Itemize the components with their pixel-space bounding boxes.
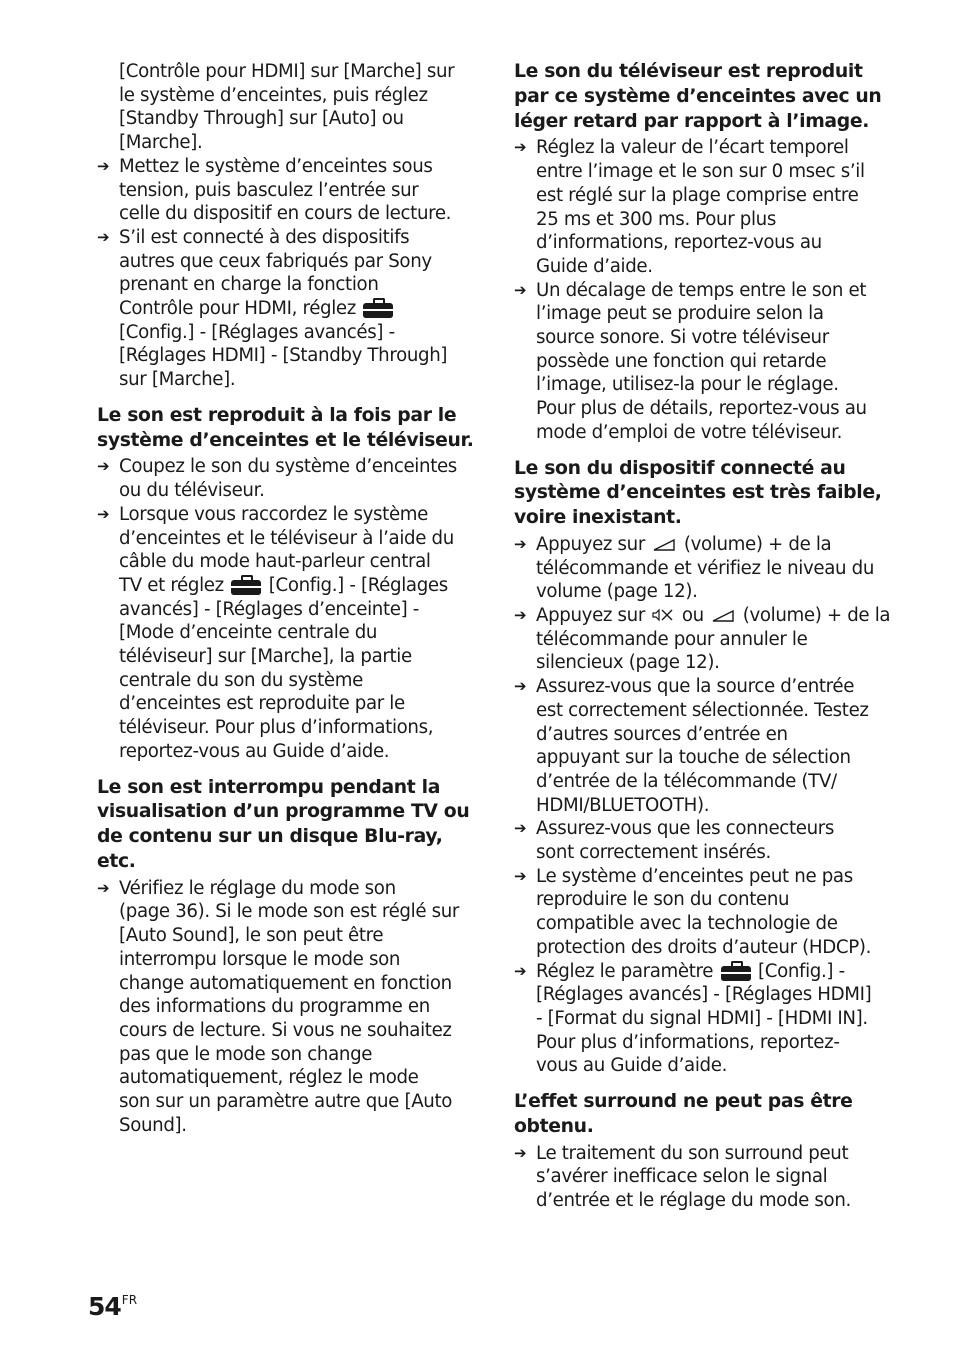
list-item: ➔ Lorsque vous raccordez le système d’enceintes et le téléviseur à l’aide du câble du mode haut-parleur central TV et réglez [Config.] - [Réglages avancés] - [Réglages d’enceinte] - [Mode d’enceinte centrale du téléviseur] sur [Marche], la partie centrale du son du système d’enceintes est reproduite par le téléviseur. Pour plus d’informations, reportez-vous au Guide d’aide.	[97, 503, 465, 764]
arrow-icon: ➔	[97, 504, 110, 523]
section-heading	[514, 1090, 886, 1140]
text-line: télécommande pour annuler le	[536, 628, 808, 650]
text-line: [Standby Through] sur [Auto] ou	[119, 108, 404, 130]
text-line: téléviseur] sur [Marche], la partie	[119, 646, 412, 668]
section-heading	[97, 776, 470, 875]
page-number: $54^{FR}$	[88, 1292, 138, 1321]
text-line: HDMI/BLUETOOTH).	[536, 794, 710, 816]
text-line: ou du téléviseur.	[119, 480, 265, 502]
text-line: reportez-vous au Guide d’aide.	[119, 740, 390, 762]
arrow-icon: ➔	[514, 534, 527, 553]
language-code: FR	[121, 1293, 138, 1307]
text-line: vous au Guide d’aide.	[536, 1055, 728, 1077]
text-line: [Auto Sound], le son peut être	[119, 925, 384, 947]
list-item	[97, 155, 465, 226]
text-line: Le système d’enceintes peut ne pas	[536, 865, 853, 887]
text-line: volume (page 12).	[536, 581, 698, 603]
text-line: avancés] - [Réglages d’enceinte] -	[119, 598, 419, 620]
text-line: - [Format du signal HDMI] - [HDMI IN].	[536, 1007, 868, 1029]
text-line: l’image, utilisez-la pour le réglage.	[536, 374, 839, 396]
text-line: d’enceintes et le téléviseur à l’aide du	[119, 527, 454, 549]
text-line: sont correctement insérés.	[536, 842, 771, 864]
text-line: câble du mode haut-parleur central	[119, 551, 431, 573]
text-line: s’avérer inefficace selon le signal	[536, 1166, 828, 1188]
section-heading	[514, 60, 886, 134]
toolbox-icon	[363, 298, 393, 318]
text-line: Le son du téléviseur est reproduit	[514, 61, 863, 82]
text-line: change automatiquement en fonction	[119, 972, 452, 994]
list-item	[514, 1142, 886, 1213]
text-line: le système d’enceintes, puis réglez	[119, 84, 428, 106]
text-line: automatiquement, réglez le mode	[119, 1067, 419, 1089]
text-line: Assurez-vous que les connecteurs	[536, 818, 834, 840]
text-line: Lorsque vous raccordez le système	[119, 503, 428, 525]
arrow-icon: ➔	[514, 677, 527, 696]
text-line: [Réglages HDMI] - [Standby Through]	[119, 345, 448, 367]
text-line: Le traitement du son surround peut	[536, 1142, 849, 1164]
text-line: d’entrée de la télécommande (TV/	[536, 770, 837, 792]
text-line: [Réglages avancés] - [Réglages HDMI]	[536, 984, 872, 1006]
text-line: des informations du programme en	[119, 996, 430, 1018]
text-line: [Contrôle pour HDMI] sur [Marche] sur	[119, 61, 455, 82]
text-line: autres que ceux fabriqués par Sony	[119, 250, 432, 272]
text-line: visualisation d’un programme TV ou	[97, 801, 470, 823]
text-line: sur [Marche].	[119, 369, 236, 391]
text-line: L’effet surround ne peut pas être	[514, 1091, 853, 1113]
list-item	[514, 136, 886, 278]
arrow-icon: ➔	[514, 961, 527, 980]
arrow-icon: ➔	[514, 1143, 527, 1162]
text-line: Un décalage de temps entre le son et	[536, 279, 867, 301]
text-line: est correctement sélectionnée. Testez	[536, 699, 869, 721]
text-line: [Mode d’enceinte centrale du	[119, 622, 378, 644]
text-line: [Config.] - [Réglages avancés] -	[119, 321, 395, 343]
text-line: silencieux (page 12).	[536, 652, 720, 674]
text-line: Le son du dispositif connecté au	[514, 457, 846, 479]
text-line: 25 ms et 300 ms. Pour plus	[536, 208, 776, 230]
section-heading	[97, 404, 474, 454]
arrow-icon: ➔	[514, 138, 527, 157]
text-line: système d’enceintes est très faible,	[514, 482, 882, 504]
text-line: Mettez le système d’enceintes sous	[119, 155, 433, 177]
list-item: ➔ Appuyez sur ou (volume) + de la télécommande pour annuler le silencieux (page 12).	[514, 605, 891, 674]
text-line: Pour plus de détails, reportez-vous au	[536, 398, 867, 420]
text-line: Réglez la valeur de l’écart temporel	[536, 137, 849, 159]
text-line: obtenu.	[514, 1115, 594, 1137]
text-line: possède une fonction qui retarde	[536, 350, 827, 372]
text-line: [Marche].	[119, 132, 203, 154]
text-line: léger retard par rapport à l’image.	[514, 110, 870, 132]
text-line: appuyant sur la touche de sélection	[536, 747, 851, 769]
arrow-icon: ➔	[514, 606, 527, 625]
section-heading	[514, 457, 886, 531]
text-line: système d’enceintes et le téléviseur.	[97, 429, 474, 451]
list-item	[514, 817, 886, 864]
text-line: Sound].	[119, 1114, 187, 1136]
right-column	[514, 60, 891, 1213]
text-line: Le son est reproduit à la fois par le	[97, 404, 457, 426]
text-line: pas que le mode son change	[119, 1043, 373, 1065]
text-line: entre l’image et le son sur 0 msec s’il	[536, 161, 865, 183]
list-item	[97, 877, 465, 1138]
text-line: centrale du son du système	[119, 669, 363, 691]
arrow-icon: ➔	[97, 878, 110, 897]
list-item	[97, 455, 465, 502]
text-line: d’informations, reportez-vous au	[536, 232, 822, 254]
text-line: téléviseur. Pour plus d’informations,	[119, 717, 434, 739]
text-line: son sur un paramètre autre que [Auto	[119, 1091, 453, 1113]
list-item: ➔ Réglez le paramètre [Config.] - [Réglages avancés] - [Réglages HDMI] - [Format du signal HDMI] - [HDMI IN]. Pour plus d’informations, reportez- vous au Guide d’aide.	[514, 960, 886, 1079]
text-line: compatible avec la technologie de	[536, 913, 838, 935]
text-line: celle du dispositif en cours de lecture.	[119, 203, 452, 225]
list-item	[514, 675, 886, 817]
text-line: prenant en charge la fonction	[119, 274, 379, 296]
text-line: d’autres sources d’entrée en	[536, 723, 788, 745]
list-item: ➔ S’il est connecté à des dispositifs autres que ceux fabriqués par Sony prenant en charge la fonction Contrôle pour HDMI, réglez [Config.] - [Réglages avancés] - [Réglages HDMI] - [Standby Through] sur [Marche].	[97, 226, 465, 392]
text-line: protection des droits d’auteur (HDCP).	[536, 936, 871, 958]
text-line: Le son est interrompu pendant la	[97, 776, 441, 798]
text-line: Vérifiez le réglage du mode son	[119, 877, 396, 899]
text-line: voire inexistant.	[514, 507, 682, 529]
mute-icon	[652, 607, 674, 623]
text-line: Coupez le son du système d’enceintes	[119, 456, 457, 478]
arrow-icon: ➔	[97, 227, 110, 246]
list-item	[514, 865, 886, 960]
text-line: S’il est connecté à des dispositifs	[119, 226, 410, 248]
text-line: etc.	[97, 850, 136, 872]
arrow-icon: ➔	[97, 457, 110, 476]
text-line: Pour plus d’informations, reportez-	[536, 1031, 840, 1053]
text-line: Guide d’aide.	[536, 255, 653, 277]
toolbox-icon	[231, 575, 261, 595]
arrow-icon: ➔	[514, 819, 527, 838]
text-line: tension, puis basculez l’entrée sur	[119, 179, 419, 201]
volume-icon	[712, 608, 734, 622]
arrow-icon: ➔	[514, 866, 527, 885]
text-line: télécommande et vérifiez le niveau du	[536, 557, 875, 579]
text-line: d’enceintes est reproduite par le	[119, 693, 405, 715]
text-line: reproduire le son du contenu	[536, 889, 790, 911]
text-line: est réglé sur la plage comprise entre	[536, 184, 859, 206]
text-line: (page 36). Si le mode son est réglé sur	[119, 901, 460, 923]
arrow-icon: ➔	[514, 280, 527, 299]
list-item: ➔ Appuyez sur (volume) + de la télécommande et vérifiez le niveau du volume (page 12).	[514, 533, 886, 604]
text-line: d’entrée et le réglage du mode son.	[536, 1190, 851, 1212]
intro-continuation	[97, 60, 465, 155]
arrow-icon: ➔	[97, 156, 110, 175]
text-line: de contenu sur un disque Blu-ray,	[97, 826, 443, 848]
text-line: interrompu lorsque le mode son	[119, 948, 401, 970]
volume-icon	[653, 537, 675, 551]
left-column	[97, 60, 474, 1138]
text-line: cours de lecture. Si vous ne souhaitez	[119, 1019, 452, 1041]
toolbox-icon	[721, 961, 751, 981]
text-line: par ce système d’enceintes avec un	[514, 85, 882, 107]
text-line: source sonore. Si votre téléviseur	[536, 327, 829, 349]
list-item	[514, 279, 886, 445]
text-line: l’image peut se produire selon la	[536, 303, 824, 325]
text-line: mode d’emploi de votre téléviseur.	[536, 421, 842, 443]
text-line: Assurez-vous que la source d’entrée	[536, 676, 855, 698]
